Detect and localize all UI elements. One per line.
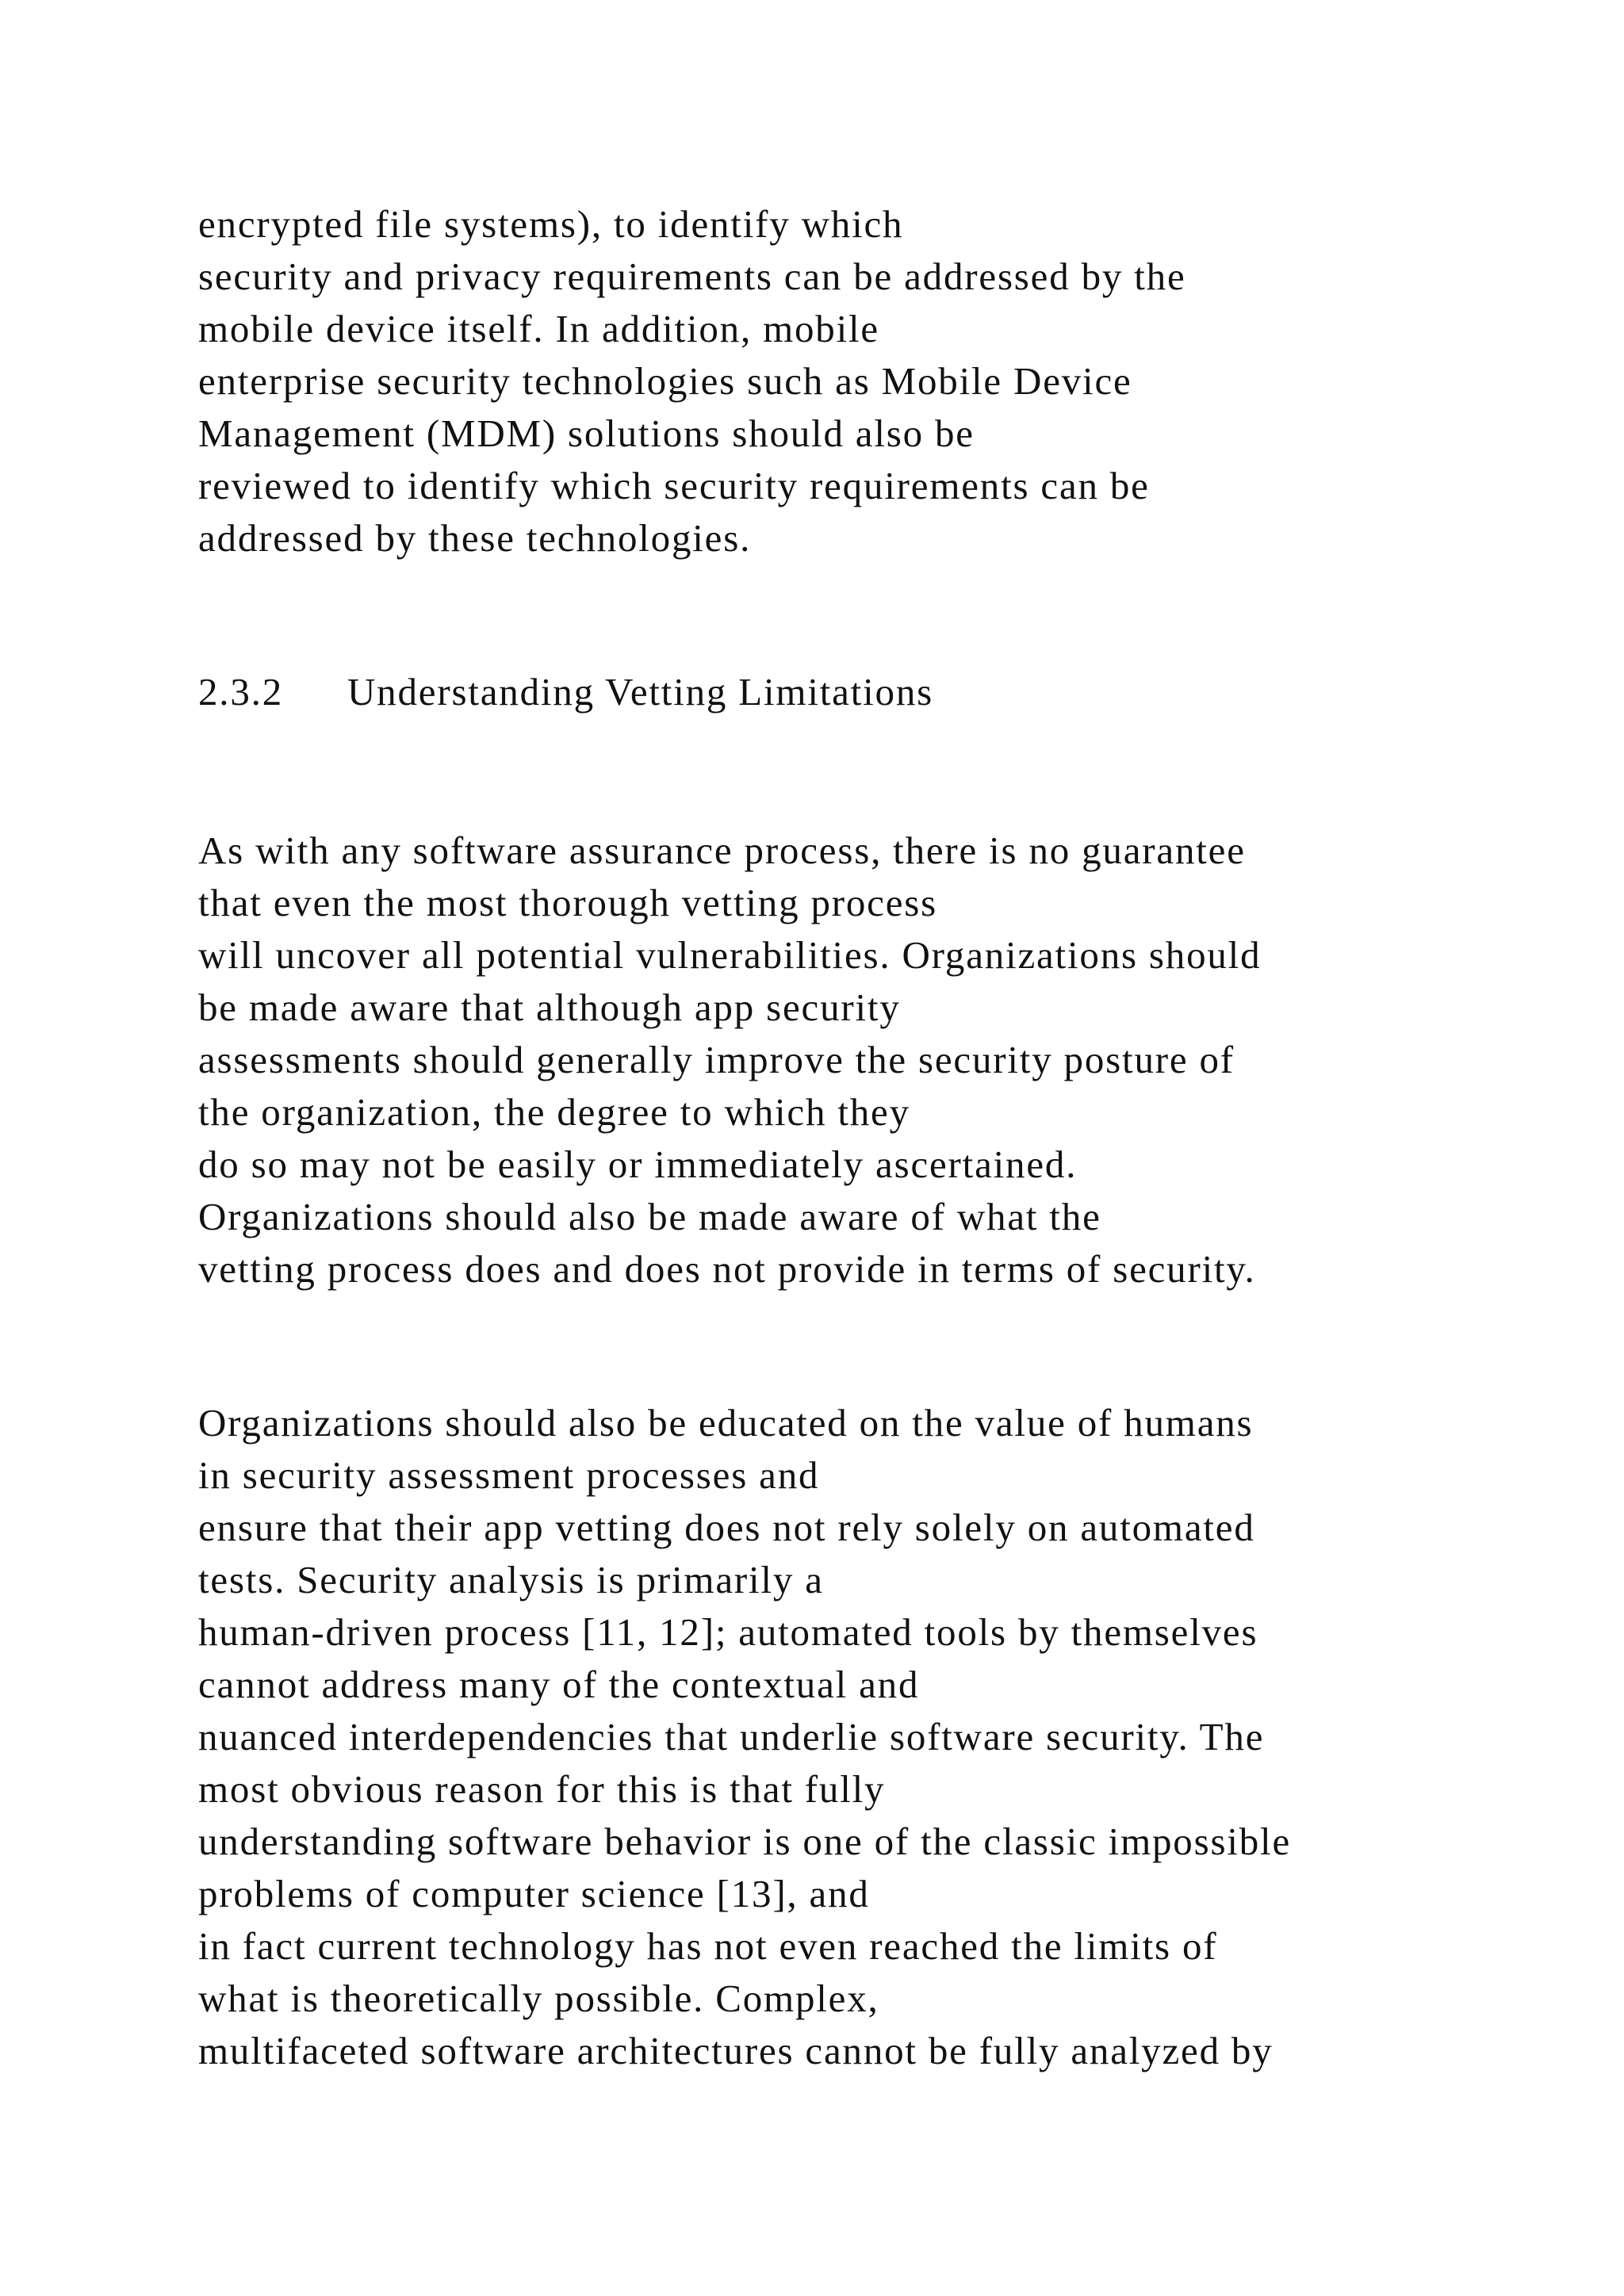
text-line: most obvious reason for this is that fully	[198, 1767, 886, 1811]
paragraph-mobile-device-security	[198, 198, 1594, 564]
text-line: Organizations should also be educated on the value of humans	[198, 1401, 1254, 1445]
text-line: nuanced interdependencies that underlie software security. The	[198, 1715, 1265, 1758]
text-line: problems of computer science [13], and	[198, 1872, 870, 1915]
text-line: Management (MDM) solutions should also be	[198, 411, 975, 455]
paragraph-vetting-limitations	[198, 825, 1594, 1295]
paragraph-human-analysis	[198, 1397, 1594, 2077]
text-line: the organization, the degree to which they	[198, 1090, 910, 1134]
section-heading	[198, 666, 933, 718]
text-line: mobile device itself. In addition, mobile	[198, 307, 879, 350]
text-line: cannot address many of the contextual and	[198, 1663, 920, 1706]
text-line: Organizations should also be made aware of what the	[198, 1195, 1101, 1238]
section-number: 2.3.2	[198, 670, 283, 714]
text-line: multifaceted software architectures cannot be fully analyzed by	[198, 2029, 1274, 2072]
text-line: that even the most thorough vetting process	[198, 881, 938, 924]
text-line: human-driven process [11, 12]; automated tools by themselves	[198, 1610, 1258, 1654]
text-line: reviewed to identify which security requirements can be	[198, 464, 1150, 507]
text-line: encrypted file systems), to identify which	[198, 202, 904, 246]
text-line: vetting process does and does not provide in terms of security.	[198, 1247, 1256, 1291]
text-line: As with any software assurance process, there is no guarantee	[198, 828, 1246, 872]
text-line: in security assessment processes and	[198, 1453, 820, 1497]
text-line: in fact current technology has not even reached the limits of	[198, 1924, 1218, 1968]
text-line: security and privacy requirements can be addressed by the	[198, 254, 1186, 298]
section-title: Understanding Vetting Limitations	[347, 670, 933, 714]
text-line: will uncover all potential vulnerabilities. Organizations should	[198, 933, 1262, 977]
text-line: addressed by these technologies.	[198, 516, 752, 560]
text-line: what is theoretically possible. Complex,	[198, 1976, 879, 2020]
text-line: be made aware that although app security	[198, 985, 901, 1029]
text-line: do so may not be easily or immediately ascertained.	[198, 1142, 1078, 1186]
text-line: understanding software behavior is one of the classic impossible	[198, 1820, 1292, 1863]
text-line: assessments should generally improve the security posture of	[198, 1038, 1235, 1081]
text-line: enterprise security technologies such as Mobile Device	[198, 359, 1132, 403]
text-line: tests. Security analysis is primarily a	[198, 1558, 824, 1601]
text-line: ensure that their app vetting does not rely solely on automated	[198, 1506, 1255, 1549]
